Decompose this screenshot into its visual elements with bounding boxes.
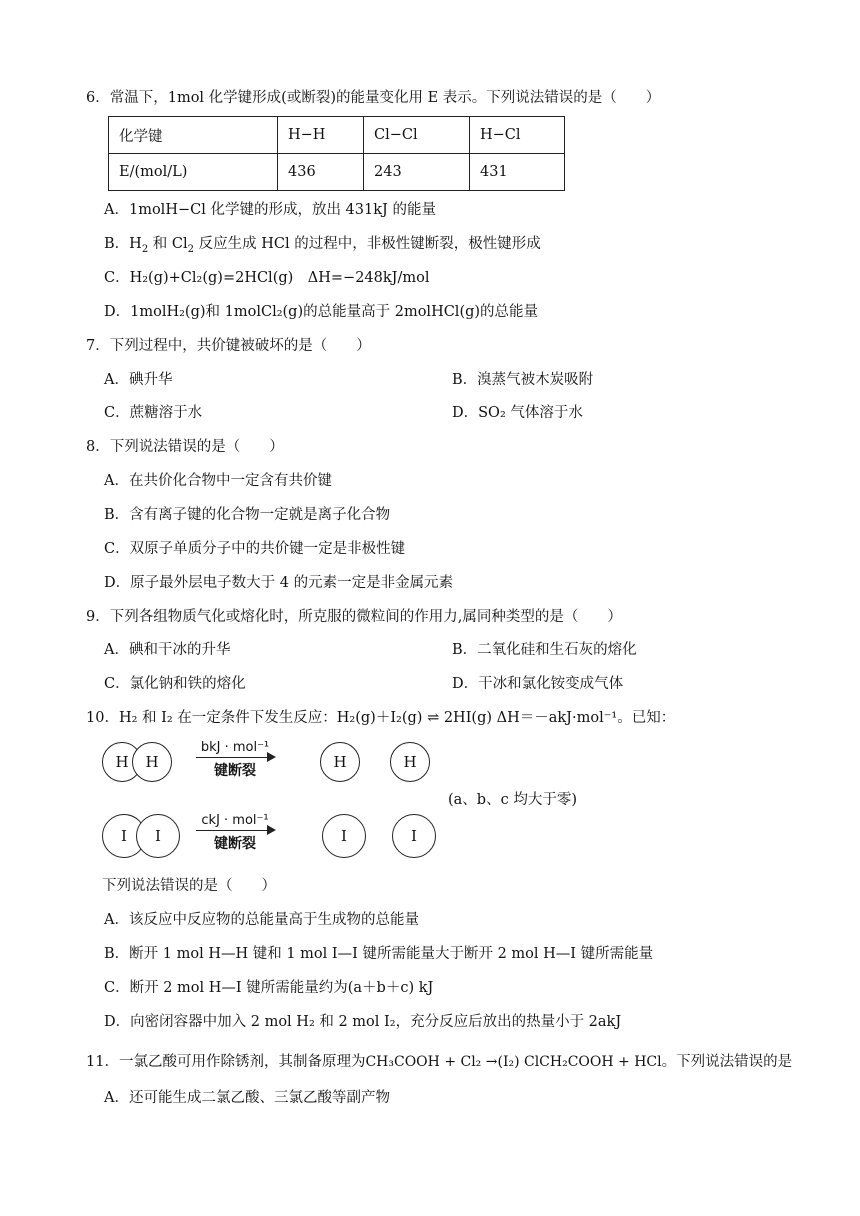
- table-cell: 243: [364, 154, 470, 191]
- q6-option-b-part3: 反应生成 HCl 的过程中，非极性键断裂，极性键形成: [198, 236, 541, 252]
- h-label: H: [115, 753, 129, 771]
- i-atom-circle: [136, 814, 180, 858]
- bond-energy-table: [108, 116, 565, 191]
- break-label: 键断裂: [214, 836, 256, 852]
- i-atom-circle: [322, 814, 366, 858]
- table-header-cell: 化学键: [109, 117, 278, 154]
- h-break-arrow: [196, 740, 274, 780]
- q7-stem: 7．下列过程中，共价键被破坏的是（ ）: [86, 338, 371, 354]
- q11-stem-pre: 11．一氯乙酸可用作除锈剂，其制备原理为: [86, 1054, 366, 1070]
- q6-option-c: C．H₂(g)+Cl₂(g)=2HCl(g) ΔH=−248kJ/mol: [104, 270, 430, 286]
- table-row: [109, 154, 565, 191]
- i-label: I: [121, 827, 127, 845]
- i-bond-energy: ckJ · mol⁻¹: [201, 813, 269, 828]
- q6-option-b-part2: 和 Cl: [152, 236, 188, 252]
- diagram-note: (a、b、c 均大于零): [448, 792, 577, 808]
- i-label: I: [155, 827, 161, 845]
- q8-option-a: A．在共价化合物中一定含有共价键: [104, 473, 332, 489]
- q10-stem: 10．H₂ 和 I₂ 在一定条件下发生反应：H₂(g)＋I₂(g) ⇌ 2HI(g) ΔH＝－akJ·mol⁻¹。已知：: [86, 710, 676, 726]
- q6-option-d: D．1molH₂(g)和 1molCl₂(g)的总能量高于 2molHCl(g)的总能量: [104, 304, 539, 320]
- q10-option-c: C．断开 2 mol H—I 键所需能量约为(a＋b＋c) kJ: [104, 980, 434, 996]
- i-label: I: [411, 827, 417, 845]
- table-cell: E/(mol/L): [109, 154, 278, 191]
- q7-option-c: C．蔗糖溶于水: [104, 405, 203, 421]
- q6-stem: 6．常温下，1mol 化学键形成(或断裂)的能量变化用 E 表示。下列说法错误的是（ ）: [86, 90, 661, 106]
- q8-option-d: D．原子最外层电子数大于 4 的元素一定是非金属元素: [104, 575, 454, 591]
- q9-stem: 9．下列各组物质气化或熔化时，所克服的微粒间的作用力,属同种类型的是（ ）: [86, 609, 622, 625]
- table-cell: 431: [470, 154, 565, 191]
- q11-option-a: A．还可能生成二氯乙酸、三氯乙酸等副产物: [104, 1090, 390, 1106]
- q10-option-d: D．向密闭容器中加入 2 mol H₂ 和 2 mol I₂，充分反应后放出的热量小于 2akJ: [104, 1014, 622, 1030]
- i-label: I: [341, 827, 347, 845]
- table-header-row: [109, 117, 565, 154]
- q7-option-d: D．SO₂ 气体溶于水: [452, 405, 583, 421]
- q8-option-b: B．含有离子键的化合物一定就是离子化合物: [104, 507, 391, 523]
- q10-option-b: B．断开 1 mol H—H 键和 1 mol I—I 键所需能量大于断开 2 mol H—I 键所需能量: [104, 946, 654, 962]
- q11-stem: [86, 1052, 792, 1072]
- h-label: H: [145, 753, 159, 771]
- arrow-right-icon: [196, 757, 274, 758]
- i-break-arrow: [196, 813, 274, 853]
- q6-option-b: B．$H_2$ 和 $Cl_2$ 反应生成 HCl 的过程中，非极性键断裂，极性键形成: [104, 236, 541, 255]
- h-label: H: [403, 753, 417, 771]
- q9-option-b: B．二氧化硅和生石灰的熔化: [452, 642, 637, 658]
- q7-option-b: B．溴蒸气被木炭吸附: [452, 372, 594, 388]
- h-atom-circle: [132, 742, 172, 782]
- break-label: 键断裂: [214, 763, 256, 779]
- q10-option-a: A．该反应中反应物的总能量高于生成物的总能量: [104, 912, 419, 928]
- q9-option-a: A．碘和干冰的升华: [104, 642, 231, 658]
- q8-stem: 8．下列说法错误的是（ ）: [86, 439, 284, 455]
- q9-option-c: C．氯化钠和铁的熔化: [104, 676, 246, 692]
- q11-equation: CH₃COOH + Cl₂ →(I₂) ClCH₂COOH + HCl: [365, 1054, 662, 1070]
- q6-option-b-part1: B．H: [104, 236, 142, 252]
- h-atom-circle: [320, 742, 360, 782]
- q7-option-a: A．碘升华: [104, 372, 173, 388]
- table-header-cell: H−Cl: [470, 117, 565, 154]
- table-cell: 436: [278, 154, 364, 191]
- i-atom-circle: [392, 814, 436, 858]
- q8-option-c: C．双原子单质分子中的共价键一定是非极性键: [104, 541, 406, 557]
- q6-option-a: A．1molH−Cl 化学键的形成，放出 431kJ 的能量: [104, 202, 436, 218]
- q10-ask: 下列说法错误的是（ ）: [102, 878, 276, 894]
- h-bond-energy: bkJ · mol⁻¹: [200, 740, 270, 755]
- h-atom-circle: [390, 742, 430, 782]
- arrow-right-icon: [196, 830, 274, 831]
- h-label: H: [333, 753, 347, 771]
- q11-stem-post: 。下列说法错误的是: [661, 1054, 793, 1070]
- table-header-cell: Cl−Cl: [364, 117, 470, 154]
- q9-option-d: D．干冰和氯化铵变成气体: [452, 676, 624, 692]
- table-header-cell: H−H: [278, 117, 364, 154]
